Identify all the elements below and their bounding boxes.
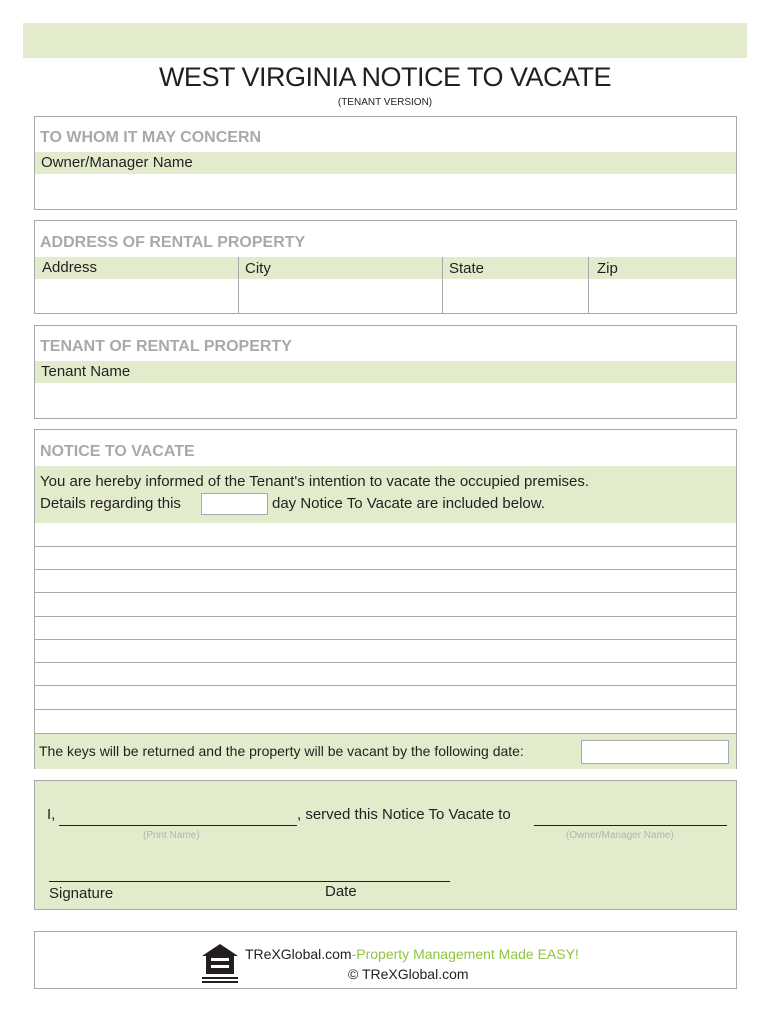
address-heading: ADDRESS OF RENTAL PROPERTY: [40, 234, 306, 251]
notice-line-2-before: Details regarding this: [40, 495, 181, 512]
footer-copyright: © TReXGlobal.com: [348, 966, 469, 982]
owner-name-field[interactable]: [35, 174, 736, 209]
detail-line: [35, 662, 736, 663]
footer-brand: TReXGlobal.com: [245, 946, 352, 962]
details-lines[interactable]: [35, 523, 736, 733]
document-subtitle: (TENANT VERSION): [337, 97, 433, 108]
address-field[interactable]: [35, 279, 237, 313]
keys-text: The keys will be returned and the property will be vacant by the following date:: [39, 743, 524, 759]
signature-label: Signature: [49, 885, 114, 902]
owner-manager-line[interactable]: [534, 806, 727, 826]
print-name-hint: (Print Name): [143, 830, 200, 841]
footer-tagline: Property Management Made EASY!: [356, 946, 579, 962]
footer: [34, 931, 737, 989]
address-section: [34, 220, 737, 314]
signature-section: [34, 780, 737, 910]
whom-section: [34, 116, 737, 210]
signature-line[interactable]: [49, 861, 321, 882]
detail-line: [35, 685, 736, 686]
detail-line: [35, 592, 736, 593]
footer-dash: -: [351, 946, 357, 962]
state-field[interactable]: [443, 279, 587, 313]
i-label: I,: [47, 806, 56, 823]
detail-line: [35, 639, 736, 640]
tenant-heading: TENANT OF RENTAL PROPERTY: [40, 338, 292, 355]
owner-manager-hint: (Owner/Manager Name): [566, 830, 674, 841]
owner-label-row: [35, 152, 736, 174]
header-bar: [23, 23, 747, 58]
document-title: WEST VIRGINIA NOTICE TO VACATE: [158, 62, 612, 92]
served-text: , served this Notice To Vacate to: [297, 806, 511, 823]
notice-line-2-after: day Notice To Vacate are included below.: [272, 495, 545, 512]
address-label-row: [35, 257, 736, 279]
tenant-section: [34, 325, 737, 419]
detail-line: [35, 616, 736, 617]
print-name-line[interactable]: [59, 806, 297, 826]
detail-line: [35, 546, 736, 547]
keys-row: [35, 733, 736, 769]
owner-label: Owner/Manager Name: [41, 154, 193, 171]
notice-text-block: [35, 466, 736, 523]
notice-days-field[interactable]: [201, 493, 268, 515]
city-label: City: [245, 260, 271, 277]
detail-line: [35, 569, 736, 570]
notice-section: [34, 429, 737, 769]
vacate-date-field[interactable]: [581, 740, 729, 764]
address-label: Address: [42, 259, 98, 276]
date-label: Date: [325, 883, 357, 900]
detail-line: [35, 709, 736, 710]
state-label: State: [449, 260, 485, 277]
whom-heading: TO WHOM IT MAY CONCERN: [40, 129, 262, 146]
notice-line-1: You are hereby informed of the Tenant's intention to vacate the occupied premises.: [40, 473, 590, 490]
date-line[interactable]: [321, 861, 450, 882]
tenant-label-row: [35, 361, 736, 383]
tenant-name-field[interactable]: [35, 383, 736, 418]
zip-field[interactable]: [589, 279, 736, 313]
notice-heading: NOTICE TO VACATE: [40, 443, 195, 460]
city-field[interactable]: [239, 279, 441, 313]
tenant-label: Tenant Name: [41, 363, 131, 380]
footer-tagline-row: [245, 946, 579, 962]
zip-label: Zip: [597, 260, 618, 277]
equal-housing-opportunity-icon: [200, 942, 240, 986]
